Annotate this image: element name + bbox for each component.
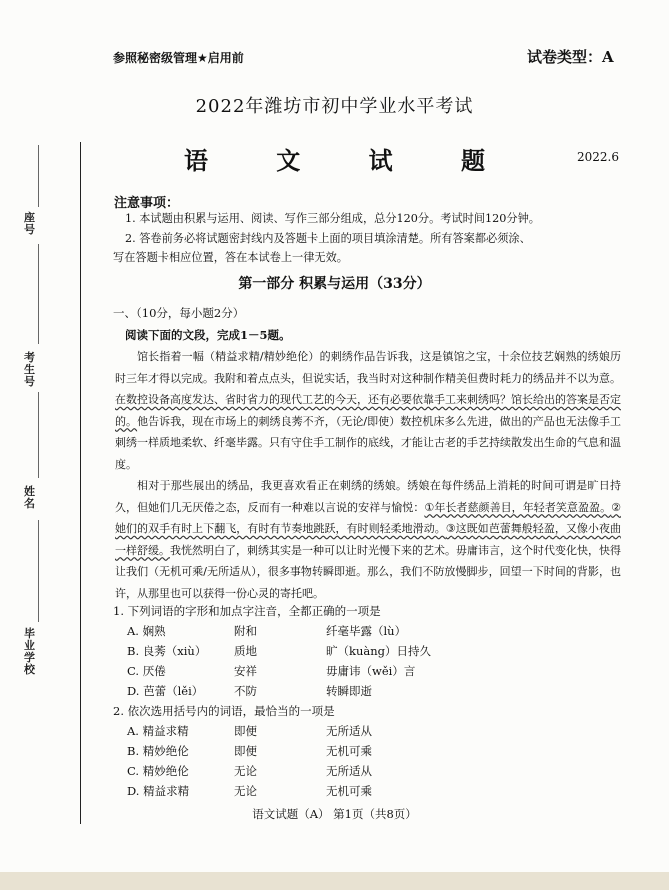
- q2-option-a-word: 即便: [234, 724, 257, 738]
- q1-option-b-word: 旷（kuàng）日持久: [326, 644, 431, 658]
- notes-title: 注意事项：: [114, 196, 180, 211]
- exam-no-label: 考生号: [24, 351, 35, 388]
- q1-option-c: C. 厌倦: [127, 664, 166, 678]
- school-label: 毕业学校: [24, 627, 35, 676]
- q2-option-c-word: 无论: [234, 764, 257, 778]
- q1-option-a: A. 娴熟: [127, 624, 166, 638]
- q1-option-b-word: 质地: [234, 644, 257, 658]
- q2-option-c: C. 精妙绝伦: [127, 764, 189, 778]
- secrecy-label: 参照秘密级管理★启用前: [113, 51, 244, 65]
- name-label: 姓名: [24, 485, 35, 510]
- note-item-1: 1. 本试题由积累与运用、阅读、写作三部分组成，总分120分。考试时间120分钟。: [125, 212, 540, 225]
- q1-option-d-word: 转瞬即逝: [326, 684, 372, 698]
- q2-option-d: D. 精益求精: [127, 784, 190, 798]
- q1-option-d-word: 不防: [234, 684, 257, 698]
- section-title: 一、（10分，每小题2分）: [113, 306, 245, 320]
- q2-option-b-word: 无机可乘: [326, 744, 372, 758]
- page-footer: 语文试题（A） 第1页（共8页）: [252, 807, 417, 821]
- subject-title: 语 文 试 题: [183, 146, 516, 175]
- wavy-underlined-sentence: ①年长者慈颜善目，年轻者笑意盈盈。: [424, 500, 612, 514]
- q1-option-a-word: 纤毫毕露（lù）: [326, 624, 407, 638]
- q2-option-a-word: 无所适从: [326, 724, 372, 738]
- exam-date: 2022.6: [577, 150, 619, 164]
- q2-option-c-word: 无所适从: [326, 764, 372, 778]
- q2-option-d-word: 无论: [234, 784, 257, 798]
- passage-paragraph-1: 馆长指着一幅（精益求精/精妙绝伦）的刺绣作品告诉我，这是镇馆之宝，十余位技艺娴熟的绣娘历时三年才得以完成。我附和着点点头，但说实话，我当时对这种制作精美但费时耗力的绣品并不以为意。在数控设备高度发达、省时省力的现代工艺的今天，还有必要依靠手工来刺绣吗？馆长给出的答案是否定的。他告诉我，现在市场上的刺绣良莠不齐，（无论/即使）数控机床多么先进，做出的产品也无法像手工刺绣一样质地柔软、纤毫毕露。只有守住手工制作的底线，才能让古老的手艺持续散发出生命的气息和温度。: [115, 350, 621, 471]
- passage-paragraph-2: 相对于那些展出的绣品，我更喜欢看正在刺绣的绣娘。绣娘在每件绣品上消耗的时间可谓是旷日持久，但她们几无厌倦之态，反而有一种难以言说的安祥与愉悦：①年长者慈颜善目，年轻者笑意盈盈。②她们的双手有时上下翻飞，有时有节奏地跳跃，有时则轻柔地滑动。③这既如芭蕾舞般轻盈，又像小夜曲一样舒缓。我恍然明白了，刺绣其实是一种可以让时光慢下来的艺术。毋庸讳言，这个时代变化快，快得让我们（无机可乘/无所适从），很多事物转瞬即逝。那么，我们不防放慢脚步，回望一下时间的背影，也许，从那里也可以获得一份心灵的寄托吧。: [115, 479, 621, 600]
- q1-option-b: B. 良莠（xiù）: [127, 644, 207, 658]
- school-write-line: [38, 520, 39, 622]
- q1-option-c-word: 毋庸讳（wěi）言: [326, 664, 416, 678]
- name-write-line: [38, 392, 39, 478]
- part-title: 第一部分 积累与运用（33分）: [238, 276, 431, 292]
- q1-option-d: D. 芭蕾（lěi）: [127, 684, 204, 698]
- section-instruction: 阅读下面的文段，完成1－5题。: [125, 328, 291, 342]
- wavy-underlined-sentence: ②她们的双手有时上下翻飞，有时有节奏地跳跃，有时则轻柔地滑动。: [115, 500, 621, 535]
- seat-label: 座号: [24, 211, 35, 236]
- q2-option-a: A. 精益求精: [127, 724, 189, 738]
- q2-option-b: B. 精妙绝伦: [127, 744, 189, 758]
- reading-passage: [115, 346, 621, 604]
- exam-title: 2022年潍坊市初中学业水平考试: [195, 96, 474, 117]
- note-item-2a: 2. 答卷前务必将试题密封线内及答题卡上面的项目填涂清楚。所有答案都必须涂、: [125, 232, 531, 245]
- background-strip: [0, 872, 669, 890]
- q2-option-d-word: 无机可乘: [326, 784, 372, 798]
- binding-line: [80, 142, 81, 824]
- exam-no-write-line: [38, 244, 39, 344]
- q1-option-c-word: 安祥: [234, 664, 257, 678]
- question-1-stem: 1. 下列词语的字形和加点字注音，全都正确的一项是: [113, 604, 381, 618]
- question-2-stem: 2. 依次选用括号内的词语，最恰当的一项是: [113, 704, 335, 718]
- wavy-underlined-sentence: 在数控设备高度发达、省时省力的现代工艺的今天，还有必要依靠手工来刺绣吗？馆长给出的答案是否定的。: [115, 393, 621, 428]
- wavy-underlined-sentence: ③这既如芭蕾舞般轻盈，又像小夜曲一样舒缓。: [115, 522, 621, 557]
- q1-option-a-word: 附和: [234, 624, 257, 638]
- paper-type: 试卷类型：A: [527, 48, 614, 66]
- note-item-2b: 写在答题卡相应位置，答在本试卷上一律无效。: [113, 251, 348, 264]
- q2-option-b-word: 即便: [234, 744, 257, 758]
